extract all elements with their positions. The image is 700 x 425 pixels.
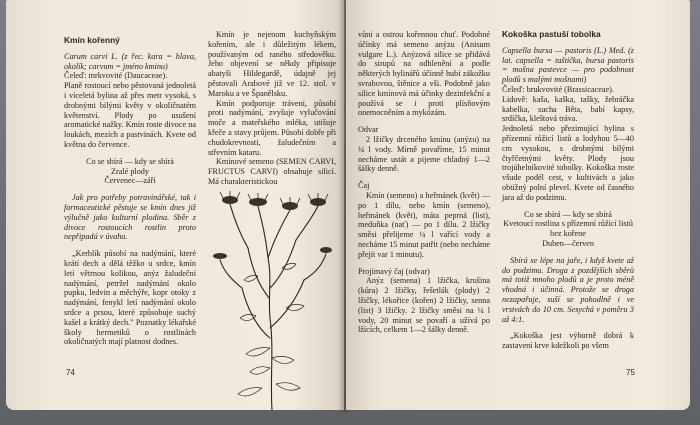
folk-names: Lidově: kaša, kaška, tašky, žebráčka kabelka, sucha Běta, babí kapsy, srdíčka, kleštová tráva. — [502, 94, 634, 124]
harvest-time: Červenec—září — [104, 176, 156, 186]
page-number-left: 74 — [66, 368, 75, 377]
caraway-plant-drawing-icon — [212, 188, 332, 410]
harvest-time-kokoska: Duben—červen — [542, 238, 594, 248]
right-column-2 — [502, 30, 634, 351]
right-column-1 — [358, 30, 490, 335]
latin-name-kokoska: Capsella bursa — pastoris (L.) Med. (z lat. capsella = taštička, bursa pastoris = mošna pastevce — pro podobnost plodů s malými mošnami) — [502, 45, 634, 85]
left-column-2 — [208, 30, 336, 187]
harvest-note-kokoska: Sbírá se lépe na jaře, i když kvete až do podzimu. Droga z pozdějších sběrů má totiž mnoho plodů a je proto méně vhodná i účinná. Protože se droga nezapařuje, suší se pohodlně i ve vrstvách do 10 cm. Sesychá v poměru 3 až 4:1. — [502, 255, 634, 324]
description-kokoska: Jednoletá nebo přezimující bylina s přízemní růžicí listů a lodyhou 5—40 cm vysokou, s drobnými bílými čtyřčetnými květy. Plody jsou trojúhelníkovité tobolky. Kokoška roste všude podél cest, v kultivách a jako obtížný polní plevel. Kvete od časného jara až do podzimu. — [502, 124, 634, 202]
historical-quote: „Kerblík působí na nadýmání, které krátí dech a dělá těžko u srdce, kmín letí větrnou kolikou, anýz žaludeční nadýmání, petržel nadýmání okolo pupku, ledvin a měchýře, kopr otoky z nadýmání, fenykl letí nadýmání okolo srdce a prsou, které způsobuje suchý kašel a krátký dech." Poznatky lékařské školy hermetiků o rostlinách okoličnatých mají platnost dodnes. — [64, 249, 196, 347]
harvest-note: Jak pro potřeby potravinářské, tak i farmaceutické pěstuje se kmín dnes již výlučně jako kulturní plodina. Sběr z divoce rostoucích rostlin proto nepřipadá v úvahu. — [64, 193, 196, 242]
section-title-kmin: Kmín kořenný — [64, 35, 120, 45]
effects-text: Kmín podporuje trávení, působí proti nadýmání, zvyšuje vylučování moče a mateřského mléka, utišuje křeče a stavy průjem. Působí dobře při chudokrevnosti, žaludečním a střevním kataru. — [208, 98, 336, 157]
quote-kokoska: „Kokoška jest výborně dobrá k zastavení krve kdežkoli po všem — [502, 331, 634, 351]
latin-name: Carum carvi L. (z řec. kara = hlava, okolík; carvum = jméno kminu) — [64, 51, 196, 71]
harvest-label-kokoska: Co se sbírá — kdy se sbírá — [524, 209, 612, 219]
drug-text: Kmínové semeno (SEMEN CARVI, FRUCTUS CARVI) obsahuje silicí. Má charakteristickou — [208, 157, 336, 186]
heading-caj: Čaj — [358, 181, 370, 191]
recipe-projimavy: Anýz (semena) 1 lžička, krušina (kůra) 2 lžičky, řešetlák (plody) 2 lžičky, lékořice (kořen) 2 lžičky, senna (list) 3 lžičky. 2 lžičky směsi na ¼ l vody, 20 minut se povaří a užívá po lžících, celkem 1—2 šálky denně. — [358, 276, 490, 335]
plant-family: Čeleď: mrkvovité (Daucaceae). — [64, 71, 168, 81]
harvest-label: Co se sbírá — kdy se sbírá — [86, 156, 174, 166]
page-number-right: 75 — [626, 368, 635, 377]
aroma-text: vůni a ostrou kořennou chuť. Podobné účinky má semeno anýzu (Anisum vulgare L.). Anýzová silice se přidává do sirupů na odhlenění a podle některých bylinářů účinně hubí zákožku svrabovou, štěnice a vši. Podobně jako silice kmínová má účinky dezinfekční a používá se i proti plísňovým onemocněním a mykózám. — [358, 30, 490, 118]
history-text: Kmín je nejenom kuchyňským kořením, ale i důležitým lékem, používaným od raného středověku. Jeho objevení se někdy připisuje abatyši Hildegardě, údajně jej pěstovali Arabové již ve 12. stol. v Maroku a ve Španělsku. — [208, 30, 336, 98]
section-title-kokoska: Kokoška pastuší tobolka — [502, 29, 601, 39]
heading-odvar: Odvar — [358, 125, 379, 135]
left-column-1 — [64, 36, 196, 347]
recipe-caj: Kmín (semeno) a heřmánek (květ) — po 1 dílu, nebo kmín (semeno), heřmánek (květ), máta peprná (list), meduňka (nať) — po 1 dílu. 2 lžičky směsi přelijeme ¼ l vařící vody a necháme 15 minut patřit (nebo necháme přejít var 1 minutu). — [358, 190, 490, 259]
harvest-item: Zralé plody — [111, 166, 149, 176]
left-page — [6, 0, 344, 410]
description-text: Planě rostoucí nebo pěstovaná jednoletá i víceletá bylina až přes metr vysoká, s drobnými bílými květy v okoličnatém květenství. Plody po usušení aromatické nažky. Kmín roste divoce na loukách, mezích a pastvinách. Kvete od května do července. — [64, 81, 196, 149]
plant-family-kokoska: Čeleď: brukvovité (Brassicaceae). — [502, 84, 614, 94]
heading-projimavy: Projímavý čaj (odvar) — [358, 266, 430, 276]
right-page — [346, 0, 690, 410]
recipe-odvar: 2 lžičky drceného kmínu (anýzu) na ¼ l vody. Mírně povaříme, 15 minut necháme ustát a pijeme chladný 1—2 šálky denně. — [358, 134, 490, 174]
harvest-item-kokoska: Kvetoucí rostlina s přízemní růžicí listů bez kořene — [503, 219, 633, 239]
